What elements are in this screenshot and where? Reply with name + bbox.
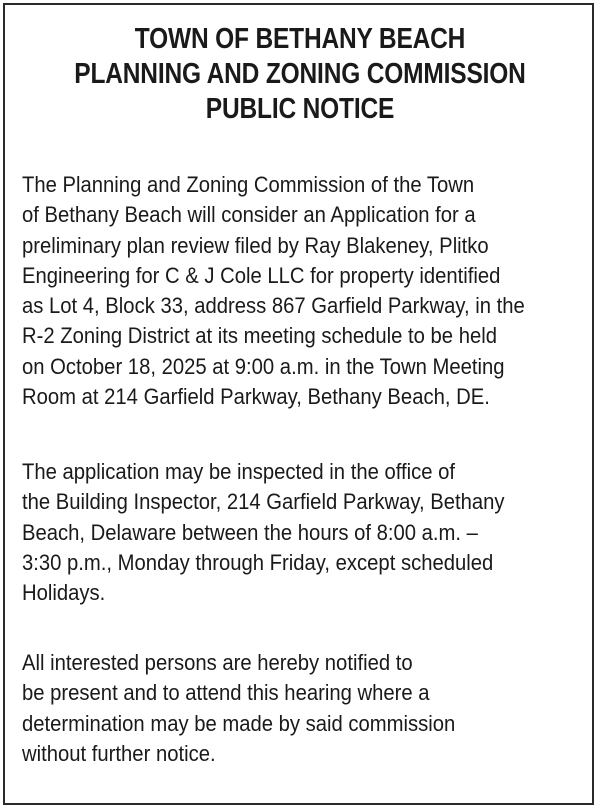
paragraph-line: of Bethany Beach will consider an Application for a	[22, 202, 476, 228]
heading-line-public-notice: PUBLIC NOTICE	[205, 93, 395, 125]
paragraph-line: All interested persons are hereby notified to	[22, 650, 413, 675]
paragraph-line: Beach, Delaware between the hours of 8:00 a.m. –	[22, 519, 478, 545]
paragraph-line: on October 18, 2025 at 9:00 a.m. in the Town Meeting	[22, 353, 505, 379]
paragraph-line: as Lot 4, Block 33, address 867 Garfield Parkway, in the	[22, 293, 525, 319]
paragraph-notification	[22, 648, 600, 769]
paragraph-line: preliminary plan review filed by Ray Blakeney, Plitko	[22, 232, 489, 258]
paragraph-line: without further notice.	[22, 740, 216, 766]
heading-line-commission: PLANNING AND ZONING COMMISSION	[74, 58, 526, 90]
paragraph-line: determination may be made by said commission	[22, 710, 456, 736]
paragraph-line: the Building Inspector, 214 Garfield Parkway, Bethany	[22, 489, 505, 515]
paragraph-line: 3:30 p.m., Monday through Friday, except scheduled	[22, 549, 494, 575]
paragraph-inspection	[22, 457, 600, 608]
notice-heading	[0, 22, 600, 127]
paragraph-line: The application may be inspected in the office of	[22, 459, 456, 484]
paragraph-line: Holidays.	[22, 580, 106, 606]
heading-line-town: TOWN OF BETHANY BEACH	[134, 23, 466, 55]
paragraph-line: Room at 214 Garfield Parkway, Bethany Beach, DE.	[22, 384, 490, 410]
paragraph-line: be present and to attend this hearing where a	[22, 680, 430, 706]
paragraph-application	[22, 170, 600, 412]
paragraph-line: Engineering for C & J Cole LLC for property identified	[22, 262, 501, 288]
paragraph-line: R-2 Zoning District at its meeting schedule to be held	[22, 323, 497, 349]
paragraph-line: The Planning and Zoning Commission of the Town	[22, 172, 475, 197]
